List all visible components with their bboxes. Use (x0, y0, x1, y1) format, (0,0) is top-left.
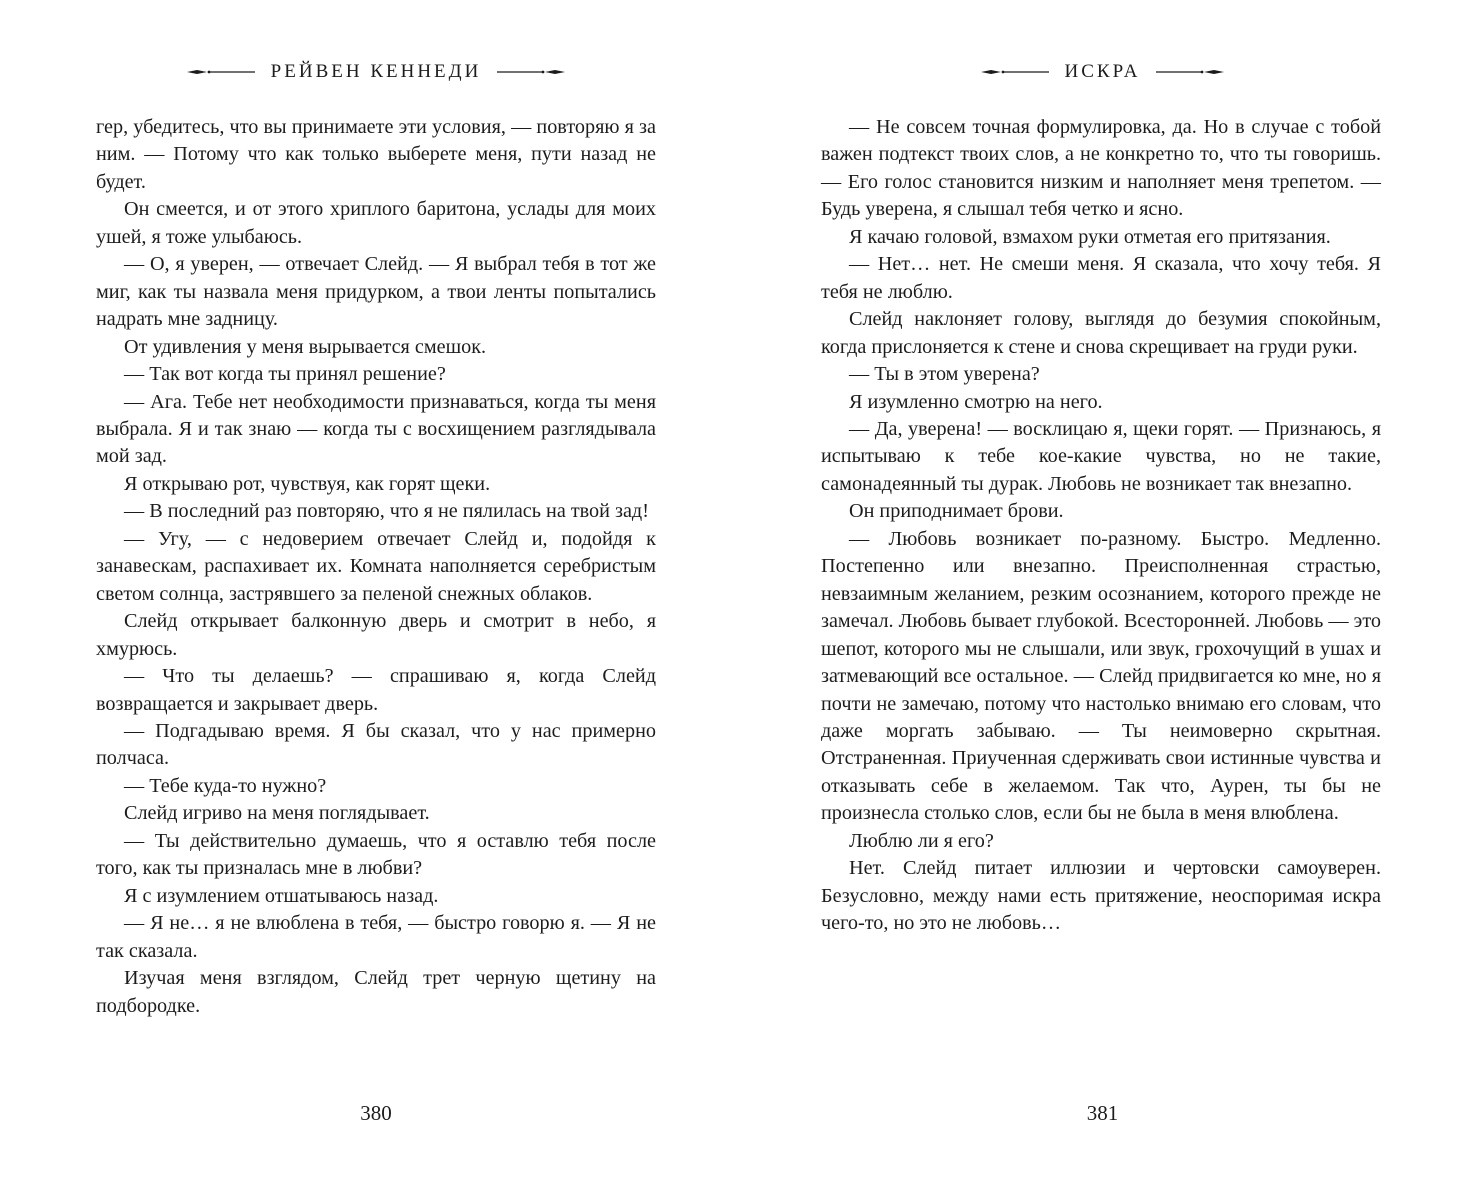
paragraph: Я изумленно смотрю на него. (849, 390, 1103, 413)
paragraph: Нет. Слейд питает иллюзии и чертовски самоуверен. Безусловно, между нами есть притяжение, неоспоримая искра чего-то, но это не любовь… (821, 857, 1381, 935)
paragraph: Он приподнимает брови. (849, 500, 1064, 523)
right-page (738, 0, 1477, 1182)
body-text (96, 114, 656, 1020)
paragraph: — Любовь возникает по-разному. Быстро. Медленно. Постепенно или внезапно. Преисполненная страстью, невзаимным желанием, резким осознанием, которого прежде не замечал. Любовь бывает глубокой. Всесторонней. Любовь — это шепот, которого мы не слышали, или звук, грохочущий в ушах и затмевающий все остальное. — Слейд придвигается ко мне, но я почти не замечаю, потому что настолько внимаю его словам, что даже моргать забываю. — Ты неимоверно скрытная. Отстраненная. Приученная сдерживать свои истинные чувства и отказывать себе в желаемом. Так что, Аурен, ты бы не произнесла столько слов, если бы не была в меня влюблена. (821, 527, 1381, 825)
paragraph: — Угу, — с недоверием отвечает Слейд и, подойдя к занавескам, распахивает их. Комната наполняется серебристым светом солнца, застрявшего за пеленой снежных облаков. (96, 527, 656, 605)
paragraph: От удивления у меня вырывается смешок. (124, 335, 487, 358)
paragraph: — Я не… я не влюблена в тебя, — быстро говорю я. — Я не так сказала. (96, 912, 656, 962)
paragraph: Я качаю головой, взмахом руки отметая его притязания. (849, 225, 1331, 248)
paragraph: Слейд наклоняет голову, выглядя до безумия спокойным, когда прислоняется к стене и снова скрещивает на груди руки. (821, 308, 1381, 358)
running-head-author: РЕЙВЕН КЕННЕДИ (270, 61, 482, 82)
paragraph: Я открываю рот, чувствуя, как горят щеки. (124, 472, 491, 495)
paragraph: гер, убедитесь, что вы принимаете эти условия, — повторяю я за ним. — Потому что как только выберете меня, пути назад не будет. (96, 116, 656, 193)
paragraph: Слейд открывает балконную дверь и смотрит в небо, я хмурюсь. (96, 610, 656, 660)
body-text (821, 114, 1381, 938)
paragraph: — Ты действительно думаешь, что я оставлю тебя после того, как ты призналась мне в любви? (96, 829, 656, 880)
right-ornament-icon (495, 67, 567, 77)
page-number: 380 (360, 1101, 392, 1125)
paragraph: — Не совсем точная формулировка, да. Но в случае с тобой важен подтекст твоих слов, а не конкретно то, что ты говоришь. — Его голос становится низким и наполняет меня трепетом. — Будь уверена, я слышал тебя четко и ясно. (821, 116, 1381, 221)
left-page (0, 0, 738, 1182)
running-head-title: ИСКРА (1064, 61, 1141, 82)
paragraph: — Подгадываю время. Я бы сказал, что у нас примерно полчаса. (96, 719, 656, 770)
paragraph: Он смеется, и от этого хриплого баритона, услады для моих ушей, я тоже улыбаюсь. (96, 198, 656, 248)
paragraph: Изучая меня взглядом, Слейд трет черную щетину на подбородке. (96, 967, 656, 1017)
paragraph: — Так вот когда ты принял решение? (124, 363, 446, 386)
paragraph: — В последний раз повторяю, что я не пялилась на твой зад! (124, 500, 649, 523)
page-number: 381 (1086, 1101, 1119, 1125)
paragraph: — О, я уверен, — отвечает Слейд. — Я выбрал тебя в тот же миг, как ты назвала меня придурком, а твои ленты попытались надрать мне задницу. (96, 253, 656, 331)
paragraph: Слейд игриво на меня поглядывает. (124, 802, 430, 825)
paragraph: — Ты в этом уверена? (849, 363, 1040, 386)
paragraph: Люблю ли я его? (849, 829, 994, 852)
paragraph: — Да, уверена! — восклицаю я, щеки горят. — Признаюсь, я испытываю к тебе кое-какие чувства, но не такие, самонадеянный ты дурак. Любовь не возникает так внезапно. (821, 417, 1381, 495)
paragraph: Я с изумлением отшатываюсь назад. (124, 884, 439, 907)
paragraph: — Ага. Тебе нет необходимости признаваться, когда ты меня выбрала. Я и так знаю — когда ты с восхищением разглядывала мой зад. (96, 390, 656, 468)
running-head (608, 58, 1477, 86)
paragraph: — Нет… нет. Не смеши меня. Я сказала, что хочу тебя. Я тебя не люблю. (821, 253, 1381, 303)
left-ornament-icon (185, 67, 257, 77)
right-ornament-icon (1154, 67, 1226, 77)
paragraph: — Тебе куда-то нужно? (124, 774, 327, 797)
paragraph: — Что ты делаешь? — спрашиваю я, когда Слейд возвращается и закрывает дверь. (96, 665, 656, 715)
left-ornament-icon (979, 67, 1051, 77)
